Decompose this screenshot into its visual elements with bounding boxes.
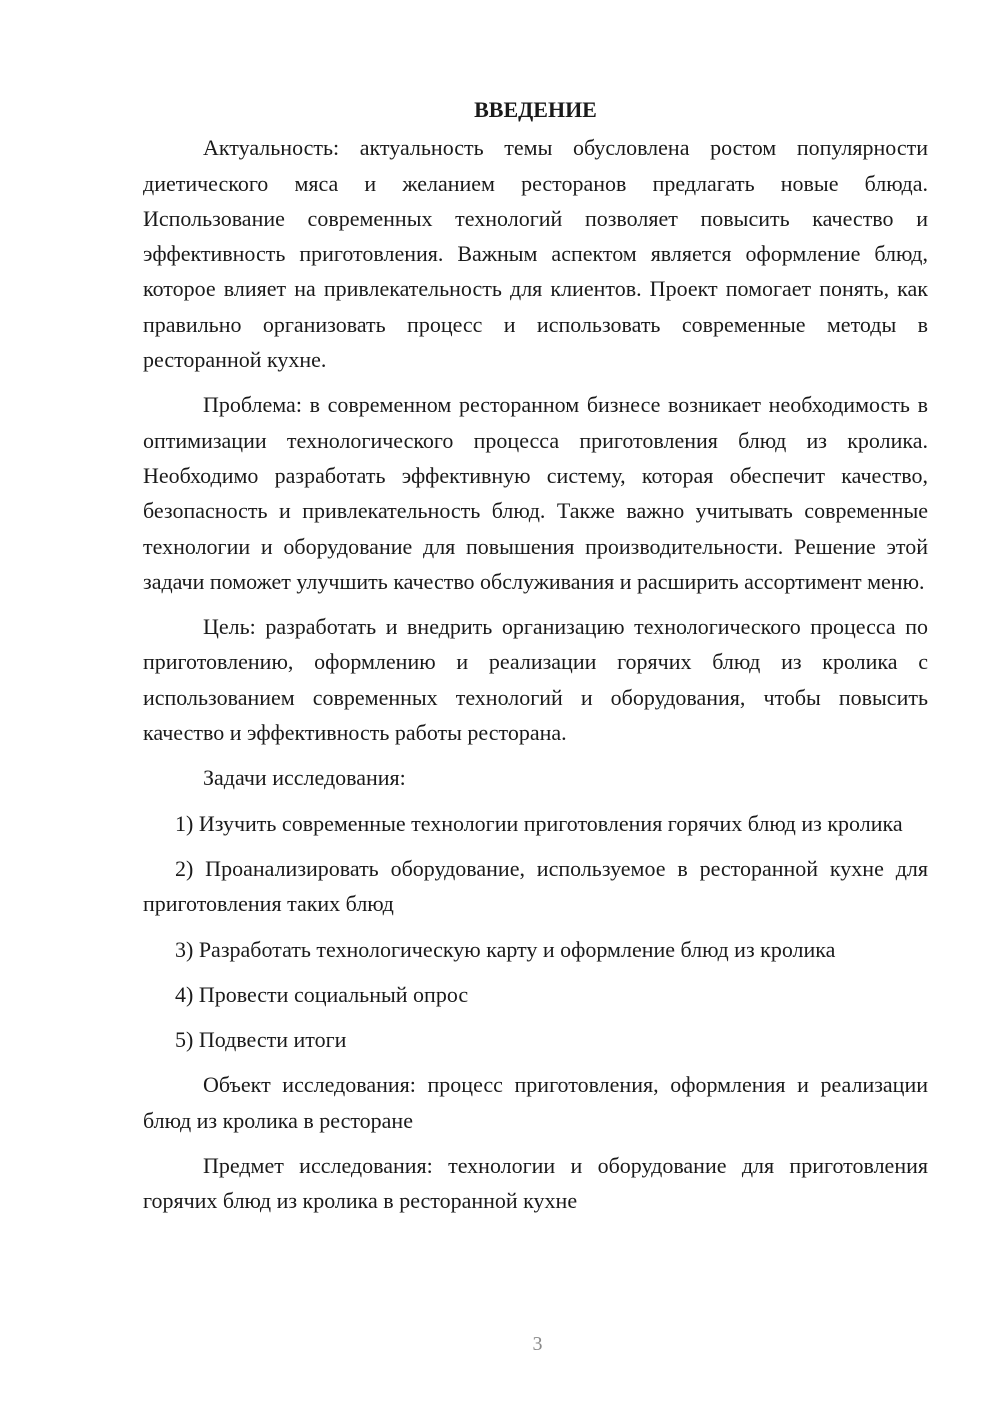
paragraph-subject: Предмет исследования: технологии и оборудование для приготовления горячих блюд из кролика в ресторанной кухне [143,1153,928,1214]
paragraph-relevance: Актуальность: актуальность темы обусловлена ростом популярности диетического мяса и желанием ресторанов предлагать новые блюда. Использование современных технологий позволяет повысить качество и эффективность приготовления. Важным аспектом является оформление блюд, которое влияет на привлекательность для клиентов. Проект помогает понять, как правильно организовать процесс и использовать современные методы в ресторанной кухне. [143,135,928,373]
paragraph-problem: Проблема: в современном ресторанном бизнесе возникает необходимость в оптимизации технологического процесса приготовления блюд из кролика. Необходимо разработать эффективную систему, которая обеспечит качество, безопасность и привлекательность блюд. Также важно учитывать современные технологии и оборудование для повышения производительности. Решение этой задачи поможет улучшить качество обслуживания и расширить ассортимент меню. [143,392,928,594]
list-item-task-3: 3) Разработать технологическую карту и оформление блюд из кролика [175,936,836,962]
document-body [143,92,928,1229]
paragraph-object: Объект исследования: процесс приготовления, оформления и реализации блюд из кролика в ресторане [143,1072,928,1133]
page-title: ВВЕДЕНИЕ [474,97,597,122]
list-item-task-5: 5) Подвести итоги [175,1027,347,1053]
list-item-task-4: 4) Провести социальный опрос [175,981,469,1007]
list-item-task-1: 1) Изучить современные технологии приготовления горячих блюд из кролика [175,810,903,836]
list-item-task-2: 2) Проанализировать оборудование, используемое в ресторанной кухне для приготовления таких блюд [143,855,928,917]
page-number: 3 [532,1333,543,1355]
tasks-title: Задачи исследования: [203,765,406,791]
paragraph-goal: Цель: разработать и внедрить организацию технологического процесса по приготовлению, оформлению и реализации горячих блюд из кролика с использованием современных технологий и оборудования, чтобы повысить качество и эффективность работы ресторана. [143,614,928,746]
